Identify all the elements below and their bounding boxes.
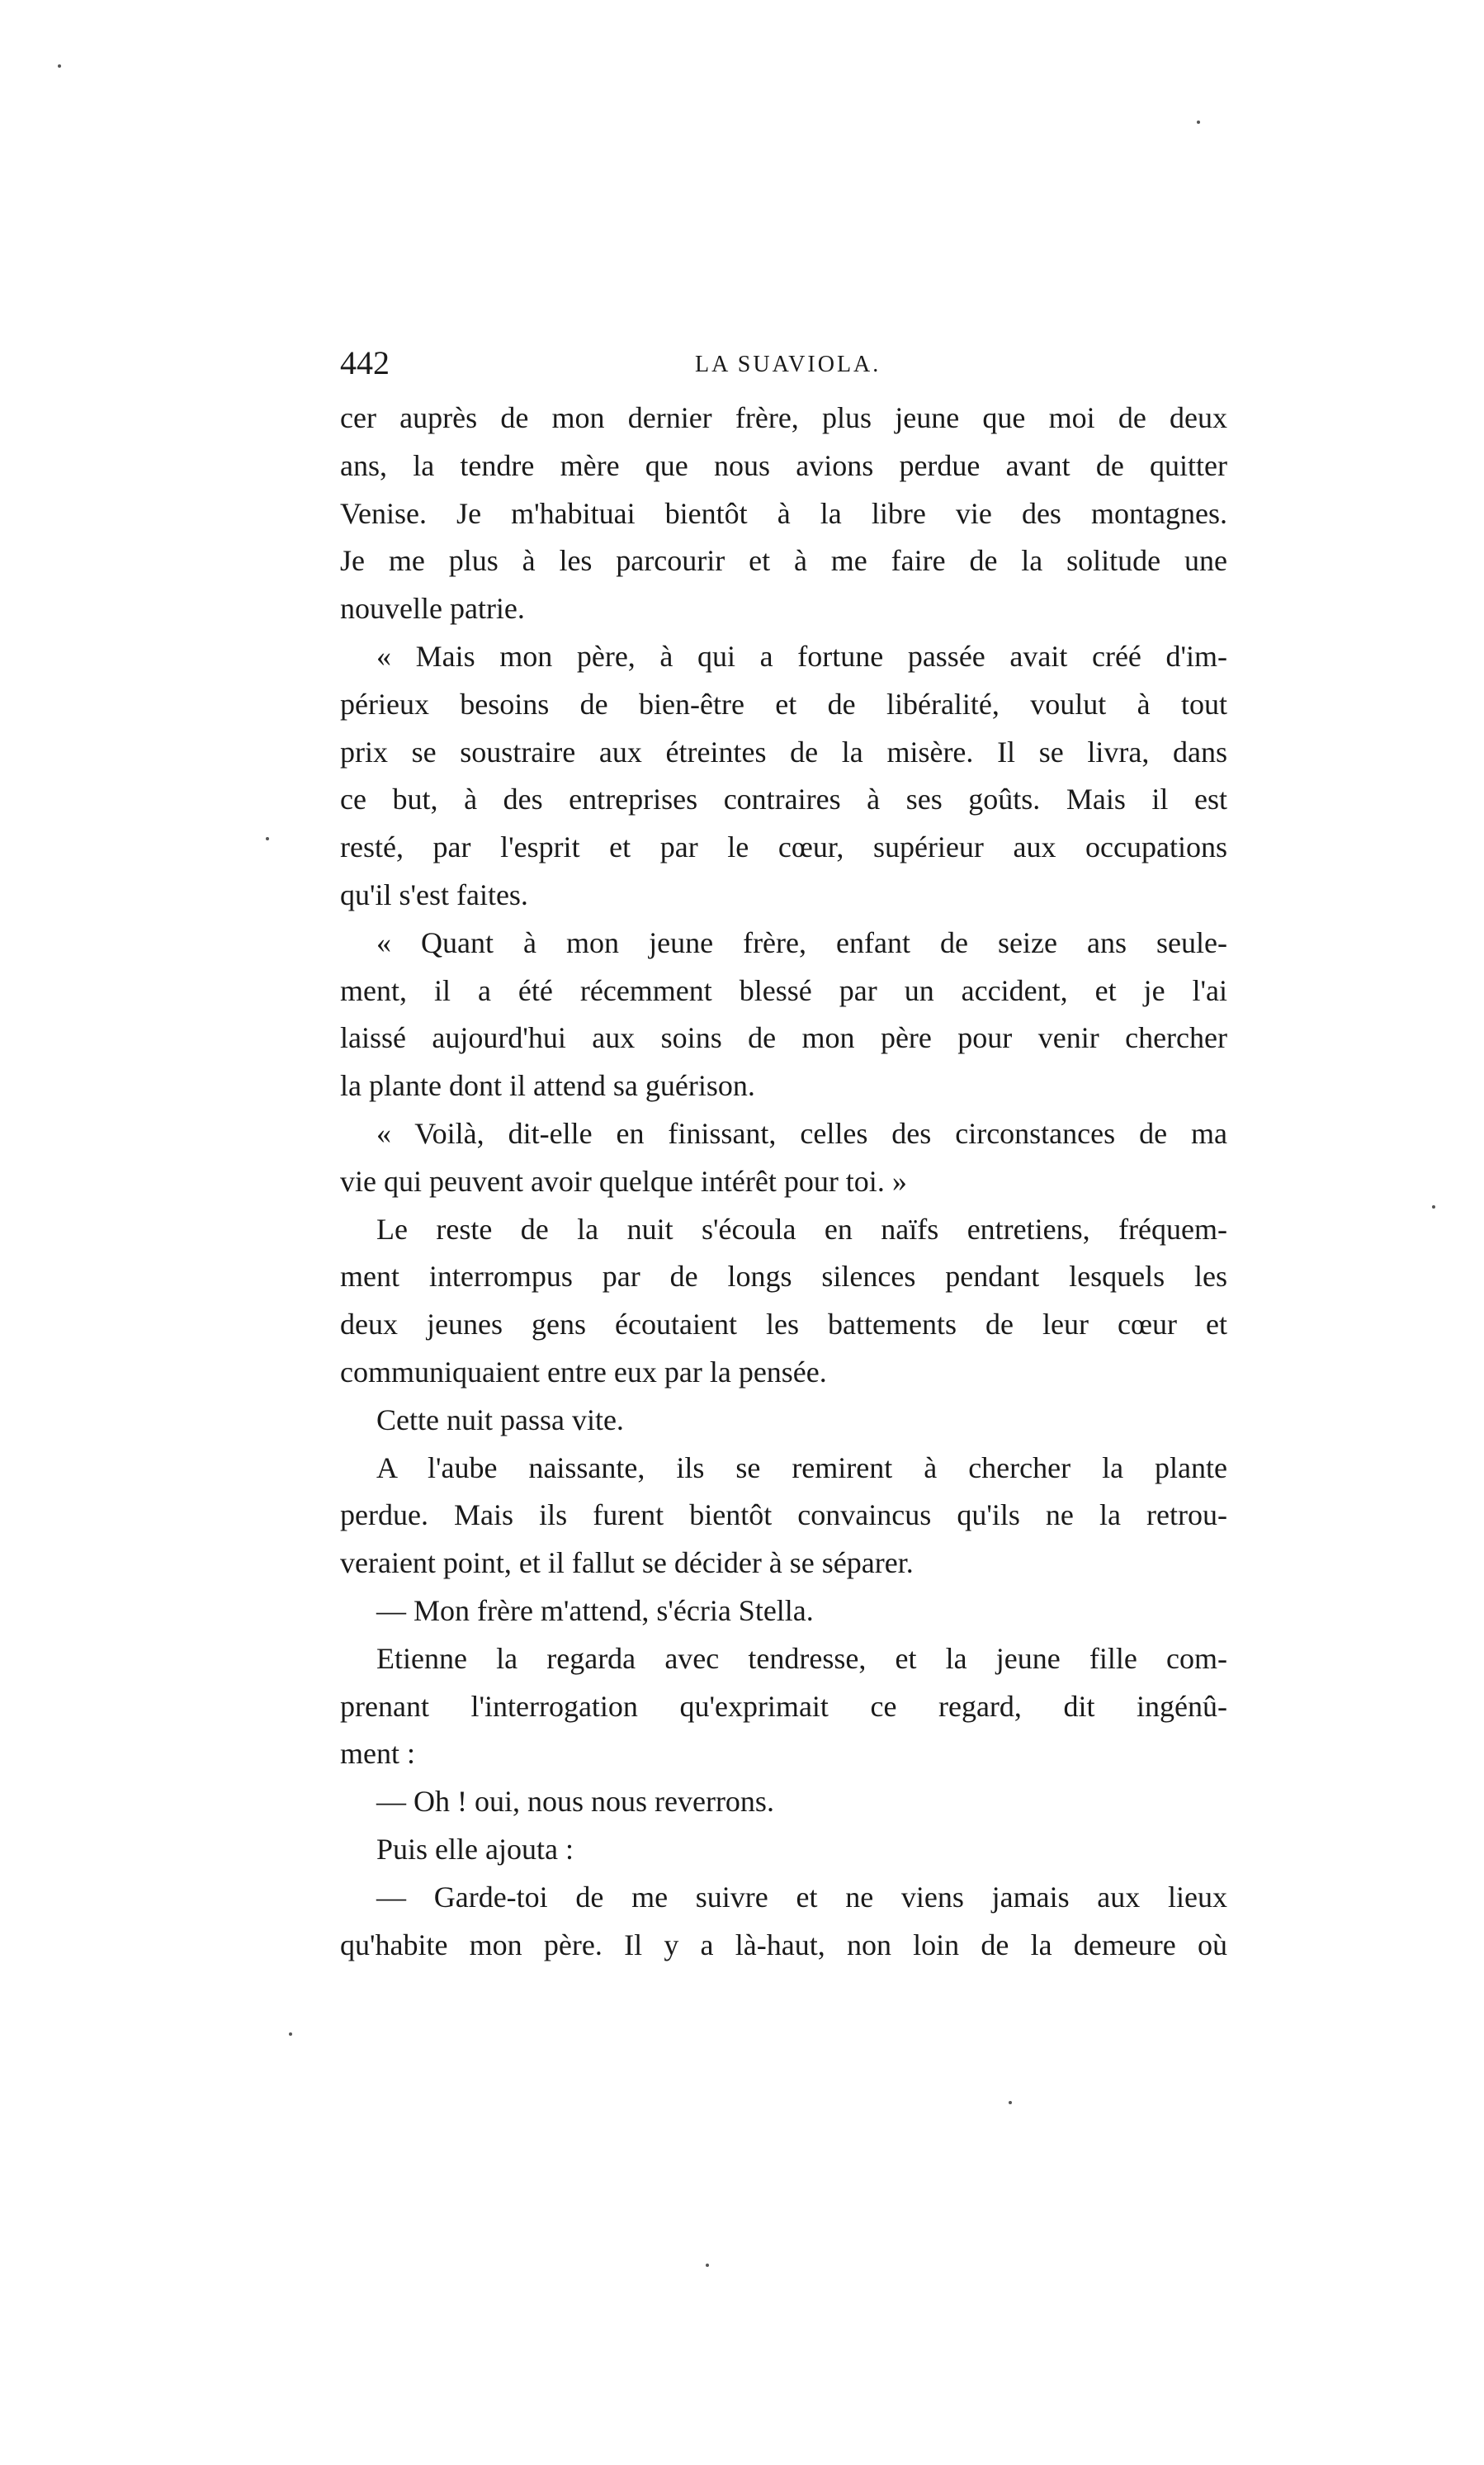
body-text [340, 395, 1227, 1969]
text-line: « Mais mon père, à qui a fortune passée avait créé d'im- [376, 639, 1227, 673]
text-line: vie qui peuvent avoir quelque intérêt pour toi. » [340, 1164, 907, 1198]
text-line: « Quant à mon jeune frère, enfant de seize ans seule- [376, 925, 1227, 959]
text-line: ans, la tendre mère que nous avions perdue avant de quitter [340, 448, 1227, 482]
text-line: Le reste de la nuit s'écoula en naïfs entretiens, fréquem- [376, 1212, 1227, 1246]
text-line: — Garde-toi de me suivre et ne viens jamais aux lieux [376, 1880, 1227, 1914]
text-line: qu'il s'est faites. [340, 878, 528, 911]
text-line: A l'aube naissante, ils se remirent à chercher la plante [376, 1450, 1227, 1484]
text-line: Venise. Je m'habituai bientôt à la libre vie des montagnes. [340, 496, 1227, 530]
text-line: « Voilà, dit-elle en finissant, celles des circonstances de ma [376, 1116, 1227, 1150]
text-line: périeux besoins de bien-être et de libéralité, voulut à tout [340, 687, 1227, 721]
text-line: Cette nuit passa vite. [376, 1403, 624, 1436]
text-line: ce but, à des entreprises contraires à ses goûts. Mais il est [340, 783, 1227, 816]
text-line: deux jeunes gens écoutaient les battements de leur cœur et [340, 1308, 1227, 1341]
scan-speck [1432, 1205, 1435, 1209]
scan-speck [706, 2264, 709, 2267]
text-line: — Mon frère m'attend, s'écria Stella. [376, 1593, 814, 1627]
running-head [340, 343, 1227, 383]
text-line: resté, par l'esprit et par le cœur, supérieur aux occupations [340, 830, 1227, 864]
text-line: communiquaient entre eux par la pensée. [340, 1355, 827, 1389]
text-line: cer auprès de mon dernier frère, plus jeune que moi de deux [340, 401, 1227, 434]
text-line: ment : [340, 1737, 415, 1771]
scan-speck [1009, 2101, 1012, 2104]
text-line: prix se soustraire aux étreintes de la misère. Il se livra, dans [340, 735, 1227, 769]
page-number: 442 [340, 344, 390, 381]
running-title: LA SUAVIOLA. [695, 352, 881, 377]
text-line: veraient point, et il fallut se décider à se séparer. [340, 1546, 914, 1580]
scan-speck [289, 2032, 292, 2036]
text-line: laissé aujourd'hui aux soins de mon père pour venir chercher [340, 1021, 1227, 1055]
scan-speck [1197, 121, 1200, 124]
scan-speck [266, 837, 269, 840]
text-line: la plante dont il attend sa guérison. [340, 1069, 755, 1103]
text-line: nouvelle patrie. [340, 592, 525, 626]
text-line: ment interrompus par de longs silences pendant lesquels les [340, 1260, 1227, 1294]
text-line: perdue. Mais ils furent bientôt convaincus qu'ils ne la retrou- [340, 1498, 1227, 1532]
text-line: — Oh ! oui, nous nous reverrons. [376, 1785, 774, 1819]
text-line: ment, il a été récemment blessé par un accident, et je l'ai [340, 973, 1227, 1007]
text-line: prenant l'interrogation qu'exprimait ce regard, dit ingénû- [340, 1689, 1227, 1723]
text-line: Je me plus à les parcourir et à me faire de la solitude une [340, 544, 1227, 578]
text-line: qu'habite mon père. Il y a là-haut, non loin de la demeure où [340, 1928, 1227, 1961]
scan-speck [58, 64, 61, 68]
text-line: Puis elle ajouta : [376, 1832, 574, 1866]
text-line: Etienne la regarda avec tendresse, et la jeune fille com- [376, 1641, 1227, 1675]
